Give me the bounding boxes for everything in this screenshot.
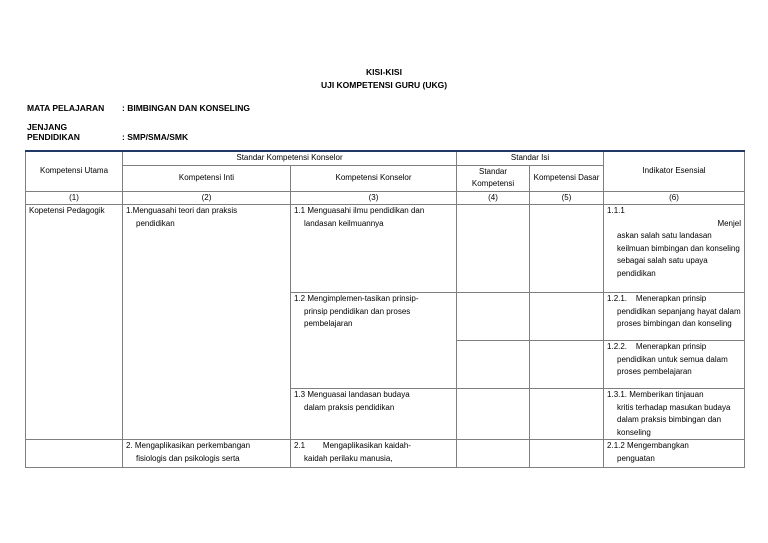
header-standar-kompetensi: Standar Kompetensi [457,165,530,191]
header-kompetensi-dasar: Kompetensi Dasar [530,165,604,191]
header-kompetensi-utama: Kompetensi Utama [26,151,123,191]
competency-grid-table [25,150,745,468]
indikator-text-a: Menerapkan prinsip [635,342,707,351]
indikator-text [607,341,741,354]
kompetensi-dasar-cell [530,440,604,468]
kompetensi-dasar-cell [530,293,604,341]
kompetensi-inti-cell [123,440,291,468]
indikator-text: 2.1.2 Mengembangkan [607,441,689,450]
indikator-text-a: Menerapkan prinsip [635,294,707,303]
subject-value: : BIMBINGAN DAN KONSELING [122,103,250,113]
table-row [26,205,745,293]
level-value: : SMP/SMA/SMK [122,132,189,142]
indikator-text: Menjel [717,218,742,228]
kompetensi-utama-cell [26,440,123,468]
kompetensi-dasar-cell [530,341,604,389]
kompetensi-inti-text-cont: pendidikan [136,218,175,228]
kompetensi-konselor-cell [291,440,457,468]
indikator-text-cont: penguatan [617,453,655,463]
header-standar-isi: Standar Isi [457,151,604,165]
indikator-cell [604,341,745,389]
standar-kompetensi-cell [457,389,530,440]
kompetensi-konselor-cell [291,293,457,389]
header-standar-kompetensi-konselor: Standar Kompetensi Konselor [123,151,457,165]
indikator-number: 1.1.1 [607,206,625,215]
indikator-text-cont: pendidikan sepanjang hayat dalam proses bimbingan dan konseling [617,306,741,328]
indikator-text [607,293,741,306]
table-row [26,440,745,468]
subject-label: MATA PELAJARAN [27,103,105,113]
kompetensi-inti-text: 1.Menguasahi teori dan praksis [126,206,238,215]
kompetensi-konselor-number: 2.1 [294,441,306,450]
indikator-text-cont: kritis terhadap masukan budaya dalam praksis bimbingan dan konseling [617,402,731,437]
kompetensi-konselor-text-cont: prinsip pendidikan dan proses pembelajaran [304,306,411,328]
kompetensi-utama-cell [26,205,123,440]
indikator-cell [604,293,745,341]
standar-kompetensi-cell [457,205,530,293]
kompetensi-konselor-text: 1.1 Menguasahi ilmu pendidikan dan [294,206,425,215]
column-number: (6) [604,191,745,205]
kompetensi-konselor-cell [291,205,457,293]
standar-kompetensi-cell [457,341,530,389]
header-kompetensi-inti: Kompetensi Inti [123,165,291,191]
column-number: (4) [457,191,530,205]
kompetensi-konselor-text-a: Mengaplikasikan kaidah- [322,441,411,450]
document-title: KISI-KISI [366,67,402,77]
kompetensi-utama-text: Kopetensi Pedagogik [29,206,105,215]
kompetensi-inti-cell [123,205,291,440]
document-subtitle: UJI KOMPETENSI GURU (UKG) [320,80,448,90]
indikator-cell [604,440,745,468]
column-number: (1) [26,191,123,205]
kompetensi-konselor-text-cont: dalam praksis pendidikan [304,402,395,412]
kompetensi-konselor-cell [291,389,457,440]
standar-kompetensi-cell [457,293,530,341]
kompetensi-konselor-text-cont: landasan keilmuannya [304,218,384,228]
kompetensi-konselor-text: 1.2 Mengimplemen-tasikan prinsip- [294,294,419,303]
kompetensi-inti-text-cont: fisiologis dan psikologis serta [136,453,240,463]
column-number: (3) [291,191,457,205]
indikator-text-cont: askan salah satu landasan keilmuan bimbingan dan konseling sebagai salah satu upaya pendidikan [617,231,740,278]
kompetensi-dasar-cell [530,205,604,293]
header-kompetensi-konselor: Kompetensi Konselor [291,165,457,191]
subject-line [27,103,250,113]
standar-kompetensi-cell [457,440,530,468]
kompetensi-konselor-text-cont: kaidah perilaku manusia, [304,453,393,463]
level-label: JENJANG PENDIDIKAN [27,122,80,142]
column-number: (2) [123,191,291,205]
indikator-number: 1.2.2. [607,342,628,351]
indikator-text: 1.3.1. Memberikan tinjauan [607,390,704,399]
kompetensi-inti-text: 2. Mengaplikasikan perkembangan [126,441,251,450]
kompetensi-konselor-text [294,440,453,453]
kompetensi-dasar-cell [530,389,604,440]
indikator-cell [604,389,745,440]
indikator-number: 1.2.1. [607,294,628,303]
header-indikator-esensial: Indikator Esensial [604,151,745,191]
column-number: (5) [530,191,604,205]
kompetensi-konselor-text: 1.3 Menguasai landasan budaya [294,390,410,399]
level-line [27,122,188,142]
indikator-cell [604,205,745,293]
indikator-text-cont: pendidikan untuk semua dalam proses pembelajaran [617,354,728,376]
